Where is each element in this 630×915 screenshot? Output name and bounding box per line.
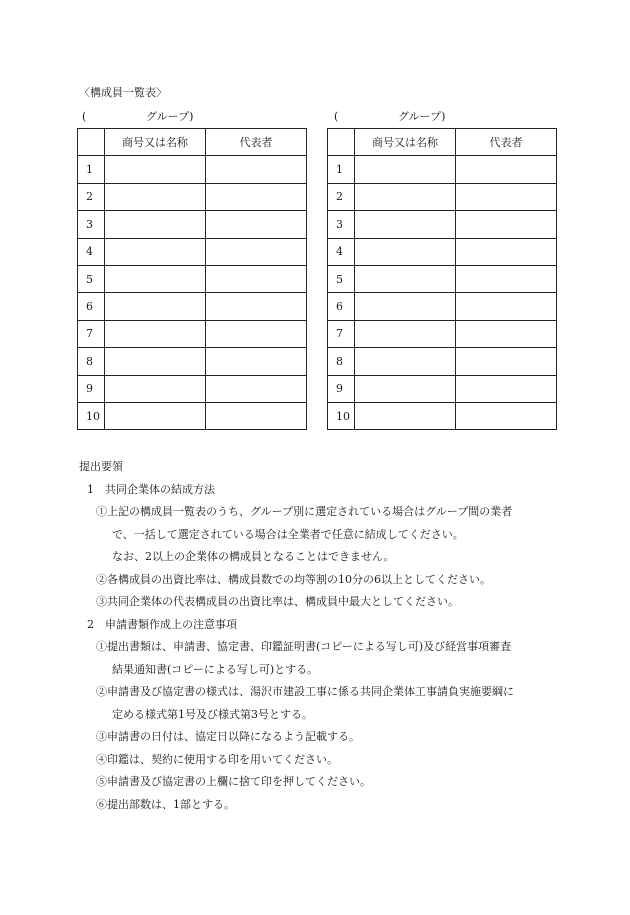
representative-cell[interactable] — [456, 156, 557, 183]
table-row — [78, 183, 307, 210]
row-number: 8 — [328, 348, 355, 375]
section2-item1-line2: 結果通知書(コピーによる写し可)とする。 — [112, 662, 319, 676]
company-name-cell[interactable] — [355, 265, 456, 292]
guidelines-heading: 提出要領 — [79, 460, 123, 473]
table-row — [78, 265, 307, 292]
row-number: 4 — [78, 238, 105, 265]
row-number: 9 — [328, 375, 355, 402]
table-row — [328, 293, 557, 320]
representative-cell[interactable] — [206, 375, 307, 402]
section2-item3: ③申請書の日付は、協定日以降になるよう記載する。 — [96, 730, 360, 743]
row-number: 5 — [328, 265, 355, 292]
representative-cell[interactable] — [456, 238, 557, 265]
company-name-cell[interactable] — [105, 348, 206, 375]
section2-item4: ④印鑑は、契約に使用する印を用いてください。 — [96, 752, 338, 766]
company-name-cell[interactable] — [105, 265, 206, 292]
company-name-cell[interactable] — [105, 211, 206, 238]
submission-guidelines — [79, 456, 514, 816]
company-name-cell[interactable] — [105, 375, 206, 402]
table-row — [78, 293, 307, 320]
row-number: 3 — [328, 211, 355, 238]
header-representative: 代表者 — [206, 129, 307, 156]
representative-cell[interactable] — [456, 348, 557, 375]
company-name-cell[interactable] — [355, 211, 456, 238]
group-label-open-paren: ( — [334, 110, 339, 123]
table-row — [78, 211, 307, 238]
row-number: 10 — [78, 402, 105, 429]
row-number: 6 — [328, 293, 355, 320]
table-header-row — [328, 129, 557, 156]
table-row — [78, 348, 307, 375]
header-company-name: 商号又は名称 — [355, 129, 456, 156]
group-label-left — [82, 108, 193, 124]
section1-title: 1 共同企業体の結成方法 — [87, 482, 215, 496]
row-number: 1 — [328, 156, 355, 183]
representative-cell[interactable] — [456, 183, 557, 210]
row-number: 3 — [78, 211, 105, 238]
row-number: 10 — [328, 402, 355, 429]
header-representative: 代表者 — [456, 129, 557, 156]
row-number: 9 — [78, 375, 105, 402]
table-row — [78, 320, 307, 347]
representative-cell[interactable] — [456, 211, 557, 238]
table-row — [78, 238, 307, 265]
representative-cell[interactable] — [206, 402, 307, 429]
representative-cell[interactable] — [456, 402, 557, 429]
section1-item1-line3: なお、2以上の企業体の構成員となることはできません。 — [112, 550, 395, 563]
section2-item2-line1: ②申請書及び協定書の様式は、湯沢市建設工事に係る共同企業体工事請負実施要綱に — [96, 685, 514, 698]
company-name-cell[interactable] — [105, 183, 206, 210]
section2-item6: ⑥提出部数は、1部とする。 — [96, 797, 235, 811]
row-number: 5 — [78, 265, 105, 292]
company-name-cell[interactable] — [355, 238, 456, 265]
header-number — [78, 129, 105, 156]
company-name-cell[interactable] — [105, 402, 206, 429]
company-name-cell[interactable] — [355, 293, 456, 320]
section1-item3: ③共同企業体の代表構成員の出資比率は、構成員中最大としてください。 — [96, 595, 459, 608]
representative-cell[interactable] — [206, 348, 307, 375]
group-label-right — [334, 108, 445, 124]
row-number: 2 — [328, 183, 355, 210]
section2-title: 2 申請書類作成上の注意事項 — [87, 617, 237, 631]
company-name-cell[interactable] — [355, 348, 456, 375]
row-number: 6 — [78, 293, 105, 320]
row-number: 4 — [328, 238, 355, 265]
representative-cell[interactable] — [456, 320, 557, 347]
company-name-cell[interactable] — [105, 156, 206, 183]
group-label-open-paren: ( — [82, 110, 87, 123]
table-row — [328, 183, 557, 210]
table-row — [328, 348, 557, 375]
table-row — [328, 320, 557, 347]
company-name-cell[interactable] — [105, 238, 206, 265]
company-name-cell[interactable] — [105, 320, 206, 347]
representative-cell[interactable] — [206, 293, 307, 320]
table-row — [328, 156, 557, 183]
header-number — [328, 129, 355, 156]
representative-cell[interactable] — [206, 320, 307, 347]
table-header-row — [78, 129, 307, 156]
section1-item2: ②各構成員の出資比率は、構成員数での均等割の10分の6以上としてください。 — [96, 572, 491, 586]
row-number: 1 — [78, 156, 105, 183]
member-table-left — [77, 128, 307, 430]
table-row — [78, 402, 307, 429]
company-name-cell[interactable] — [355, 183, 456, 210]
representative-cell[interactable] — [206, 156, 307, 183]
representative-cell[interactable] — [206, 265, 307, 292]
group-label-text: グループ) — [146, 110, 194, 123]
company-name-cell[interactable] — [355, 402, 456, 429]
table-row — [78, 375, 307, 402]
row-number: 8 — [78, 348, 105, 375]
table-row — [328, 402, 557, 429]
section2-item5: ⑤申請書及び協定書の上欄に捨て印を押してください。 — [96, 775, 371, 788]
member-table-right — [327, 128, 557, 430]
representative-cell[interactable] — [456, 375, 557, 402]
sheet-title: 〈構成員一覧表〉 — [79, 86, 167, 99]
row-number: 7 — [78, 320, 105, 347]
header-company-name: 商号又は名称 — [105, 129, 206, 156]
table-row — [328, 238, 557, 265]
group-label-text: グループ) — [398, 110, 446, 123]
table-row — [78, 156, 307, 183]
representative-cell[interactable] — [206, 211, 307, 238]
representative-cell[interactable] — [206, 183, 307, 210]
section1-item1-line2: で、一括して選定されている場合は全業者で任意に結成してください。 — [112, 527, 464, 541]
representative-cell[interactable] — [456, 293, 557, 320]
section2-item2-line2: 定める様式第1号及び様式第3号とする。 — [112, 707, 313, 721]
section1-item1-line1: ①上記の構成員一覧表のうち、グループ別に選定されている場合はグループ間の業者 — [96, 505, 513, 518]
section2-item1-line1: ①提出書類は、申請書、協定書、印鑑証明書(コピーによる写し可)及び経営事項審査 — [96, 640, 512, 653]
table-row — [328, 265, 557, 292]
table-row — [328, 375, 557, 402]
row-number: 2 — [78, 183, 105, 210]
representative-cell[interactable] — [456, 265, 557, 292]
representative-cell[interactable] — [206, 238, 307, 265]
company-name-cell[interactable] — [355, 156, 456, 183]
row-number: 7 — [328, 320, 355, 347]
company-name-cell[interactable] — [105, 293, 206, 320]
company-name-cell[interactable] — [355, 375, 456, 402]
company-name-cell[interactable] — [355, 320, 456, 347]
table-row — [328, 211, 557, 238]
